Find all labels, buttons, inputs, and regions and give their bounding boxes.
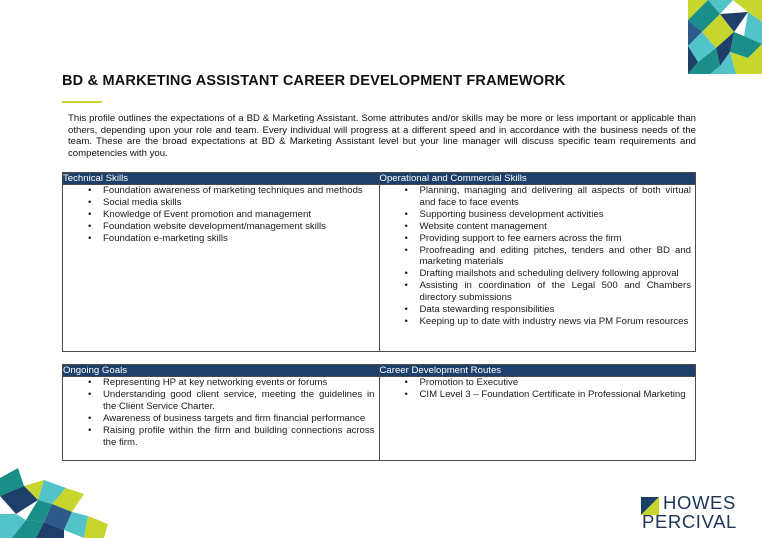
- list-item: • Knowledge of Event promotion and management: [103, 209, 375, 221]
- page-title: BD & MARKETING ASSISTANT CAREER DEVELOPMENT FRAMEWORK: [62, 73, 566, 89]
- list-item: • Promotion to Executive: [420, 377, 692, 389]
- technical-skills-heading: Technical Skills: [63, 173, 380, 185]
- list-item: • Foundation website development/management skills: [103, 221, 375, 233]
- ongoing-goals-heading: Ongoing Goals: [63, 365, 380, 377]
- operational-skills-cell: [379, 185, 696, 352]
- career-routes-heading: Career Development Routes: [379, 365, 696, 377]
- list-item: • Raising profile within the firm and building connections across the firm.: [103, 425, 375, 449]
- list-item: • Supporting business development activities: [420, 209, 692, 221]
- operational-skills-heading: Operational and Commercial Skills: [379, 173, 696, 185]
- ongoing-goals-cell: [63, 377, 380, 461]
- list-item: • Awareness of business targets and firm financial performance: [103, 413, 375, 425]
- career-routes-cell: [379, 377, 696, 461]
- list-item: • Social media skills: [103, 197, 375, 209]
- list-item: • CIM Level 3 – Foundation Certificate in Professional Marketing: [420, 389, 692, 401]
- ongoing-goals-list: [63, 377, 379, 448]
- list-item: • Data stewarding responsibilities: [420, 304, 692, 316]
- technical-skills-list: [63, 185, 379, 245]
- technical-skills-cell: [63, 185, 380, 352]
- howes-percival-logo: [641, 493, 761, 533]
- list-item: • Representing HP at key networking events or forums: [103, 377, 375, 389]
- career-routes-list: [380, 377, 696, 401]
- list-item: • Drafting mailshots and scheduling delivery following approval: [420, 268, 692, 280]
- corner-triangle-pattern-bottom: [0, 468, 108, 538]
- corner-triangle-pattern: [688, 0, 762, 74]
- list-item: • Planning, managing and delivering all aspects of both virtual and face to face events: [420, 185, 692, 209]
- list-item: • Foundation e-marketing skills: [103, 233, 375, 245]
- title-underline: [62, 101, 102, 103]
- skills-table: [62, 172, 696, 352]
- list-item: • Foundation awareness of marketing techniques and methods: [103, 185, 375, 197]
- operational-skills-list: [380, 185, 696, 328]
- goals-table: [62, 364, 696, 461]
- intro-paragraph: This profile outlines the expectations of a BD & Marketing Assistant. Some attributes and/or skills may be more or less important or applicable than others, depending upon your role and team. Every individual will progress at a different speed and in accordance with the business needs of the team. These are the broad expectations at BD & Marketing Assistant level but your line manager will discuss specific team requirements and competencies with you.: [68, 113, 696, 159]
- list-item: • Keeping up to date with industry news via PM Forum resources: [420, 316, 692, 328]
- list-item: • Providing support to fee earners across the firm: [420, 233, 692, 245]
- list-item: • Website content management: [420, 221, 692, 233]
- list-item: • Proofreading and editing pitches, tenders and other BD and marketing materials: [420, 245, 692, 269]
- logo-text-howes: HOWES: [663, 492, 736, 513]
- list-item: • Understanding good client service, meeting the guidelines in the Client Service Charter.: [103, 389, 375, 413]
- logo-text-percival: PERCIVAL: [642, 511, 737, 532]
- list-item: • Assisting in coordination of the Legal 500 and Chambers directory submissions: [420, 280, 692, 304]
